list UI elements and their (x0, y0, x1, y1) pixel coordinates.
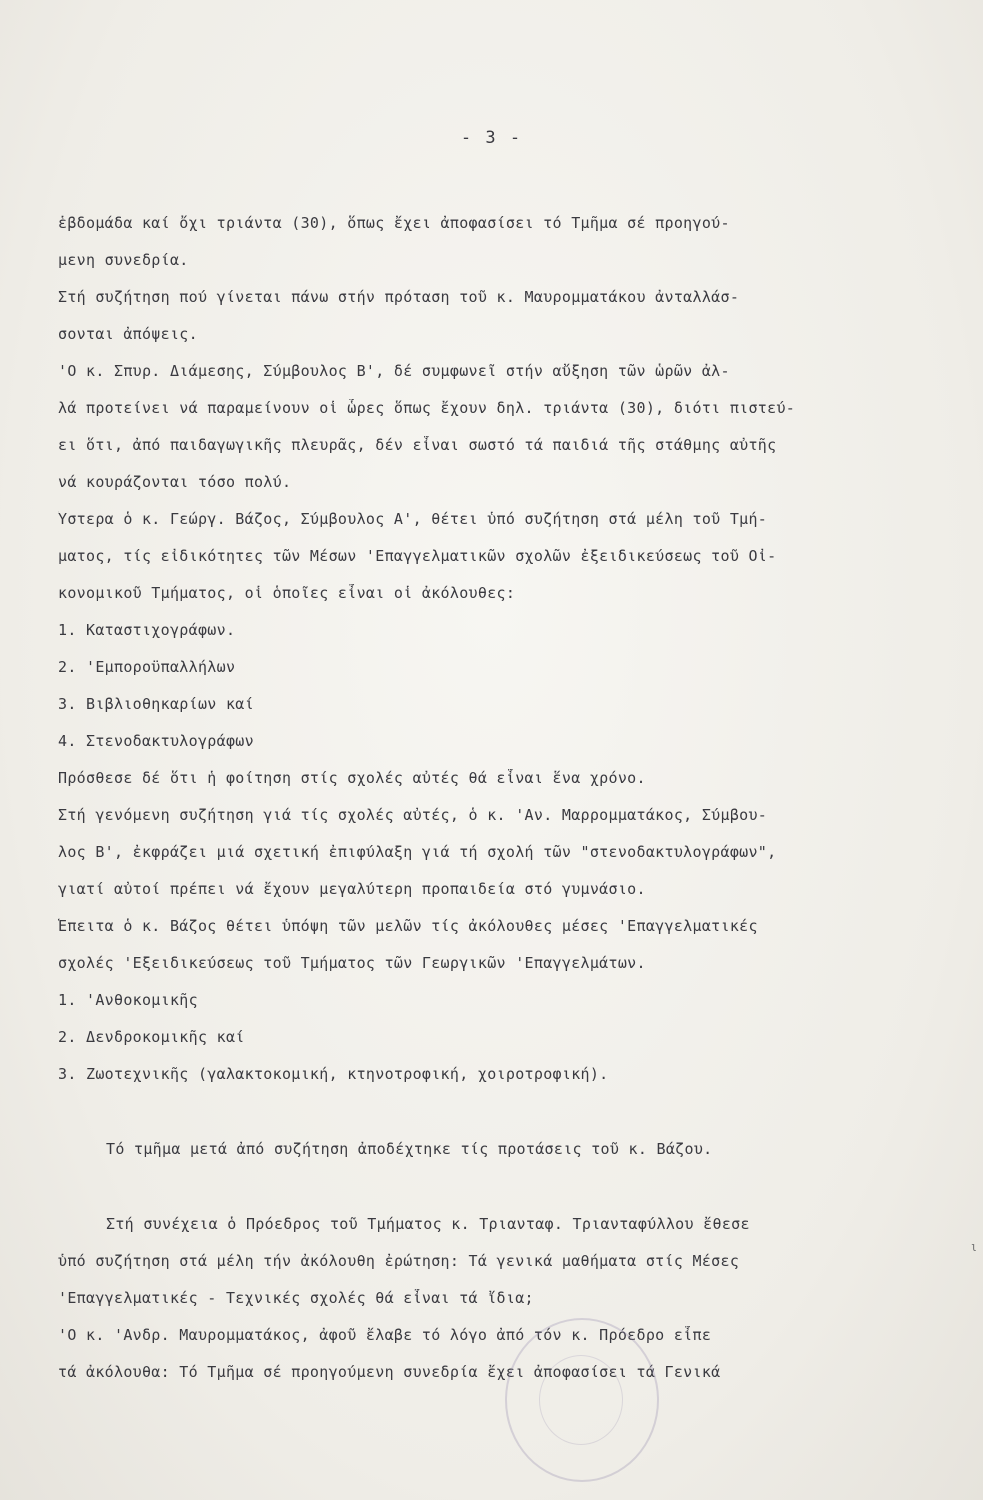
text-line: 'Ο κ. 'Ανδρ. Μαυρομματάκος, ἀφοῦ ἔλαβε τό λόγο ἀπό τόν κ. Πρόεδρο εἶπε (58, 1326, 712, 1344)
text-line: Πρόσθεσε δέ ὅτι ἡ φοίτηση στίς σχολές αὐτές θά εἶναι ἕνα χρόνο. (58, 769, 646, 787)
text-line: λος Β', ἐκφράζει μιά σχετική ἐπιφύλαξη γιά τή σχολή τῶν "στενοδακτυλογράφων", (58, 843, 777, 861)
document-body (58, 214, 938, 1400)
text-line: ἑβδομάδα καί ὄχι τριάντα (30), ὅπως ἔχει ἀποφασίσει τό Τμῆμα σέ προηγού- (58, 214, 730, 232)
list-item: 2. Δενδροκομικῆς καί (58, 1028, 245, 1046)
list-item: 1. 'Ανθοκομικῆς (58, 991, 198, 1009)
list-item: 2. 'Εμποροϋπαλλήλων (58, 658, 236, 676)
text-line: σονται ἀπόψεις. (58, 325, 198, 343)
official-stamp (505, 1318, 659, 1482)
text-line: τά ἀκόλουθα: Τό Τμῆμα σέ προηγούμενη συνεδρία ἔχει ἀποφασίσει τά Γενικά (58, 1363, 721, 1381)
text-line: κονομικοῦ Τμήματος, οἱ ὁποῖες εἶναι οἱ ἀκόλουθες: (58, 584, 516, 602)
text-line: Ὕστερα ὁ κ. Γεώργ. Βάζος, Σύμβουλος Α', θέτει ὑπό συζήτηση στά μέλη τοῦ Τμή- (58, 510, 768, 528)
text-line: 'Ο κ. Σπυρ. Διάμεσης, Σύμβουλος Β', δέ συμφωνεῖ στήν αὔξηση τῶν ὡρῶν ἀλ- (58, 362, 730, 380)
text-line: γιατί αὐτοί πρέπει νά ἔχουν μεγαλύτερη προπαιδεία στό γυμνάσιο. (58, 880, 646, 898)
text-line: νά κουράζονται τόσο πολύ. (58, 473, 292, 491)
page-number: - 3 - (460, 128, 523, 148)
text-line: Στή γενόμενη συζήτηση γιά τίς σχολές αὐτές, ὁ κ. 'Αν. Μαρρομματάκος, Σύμβου- (58, 806, 768, 824)
text-line: Τό τμῆμα μετά ἀπό συζήτηση ἀποδέχτηκε τίς προτάσεις τοῦ κ. Βάζου. (106, 1140, 713, 1158)
text-line: ματος, τίς εἰδικότητες τῶν Μέσων 'Επαγγελματικῶν σχολῶν ἐξειδικεύσεως τοῦ Οἰ- (58, 547, 777, 565)
text-line: Στή συνέχεια ὁ Πρόεδρος τοῦ Τμήματος κ. Τριανταφ. Τριανταφύλλου ἔθεσε (106, 1215, 750, 1233)
text-line: ὑπό συζήτηση στά μέλη τήν ἀκόλουθη ἐρώτηση: Τά γενικά μαθήματα στίς Μέσες (58, 1252, 740, 1270)
text-line: 'Επαγγελματικές - Τεχνικές σχολές θά εἶναι τά ἴδια; (58, 1289, 534, 1307)
list-item: 1. Καταστιχογράφων. (58, 621, 236, 639)
text-line: σχολές 'Εξειδικεύσεως τοῦ Τμήματος τῶν Γεωργικῶν 'Επαγγελμάτων. (58, 954, 646, 972)
text-line: λά προτείνει νά παραμείνουν οἱ ὧρες ὅπως ἔχουν δηλ. τριάντα (30), διότι πιστεύ- (58, 399, 796, 417)
text-line: ει ὅτι, ἀπό παιδαγωγικῆς πλευρᾶς, δέν εἶναι σωστό τά παιδιά τῆς στάθμης αὐτῆς (58, 436, 777, 454)
list-item: 3. Ζωοτεχνικῆς (γαλακτοκομική, κτηνοτροφική, χοιροτροφική). (58, 1065, 609, 1083)
list-item: 3. Βιβλιοθηκαρίων καί (58, 695, 254, 713)
text-line: Ἔπειτα ὁ κ. Βάζος θέτει ὑπόψη τῶν μελῶν τίς ἀκόλουθες μέσες 'Επαγγελματικές (58, 917, 758, 935)
list-item: 4. Στενοδακτυλογράφων (58, 732, 254, 750)
text-line: μενη συνεδρία. (58, 251, 189, 269)
margin-mark: ι (970, 1240, 978, 1254)
text-line: Στή συζήτηση πού γίνεται πάνω στήν πρόταση τοῦ κ. Μαυρομματάκου ἀνταλλάσ- (58, 288, 740, 306)
